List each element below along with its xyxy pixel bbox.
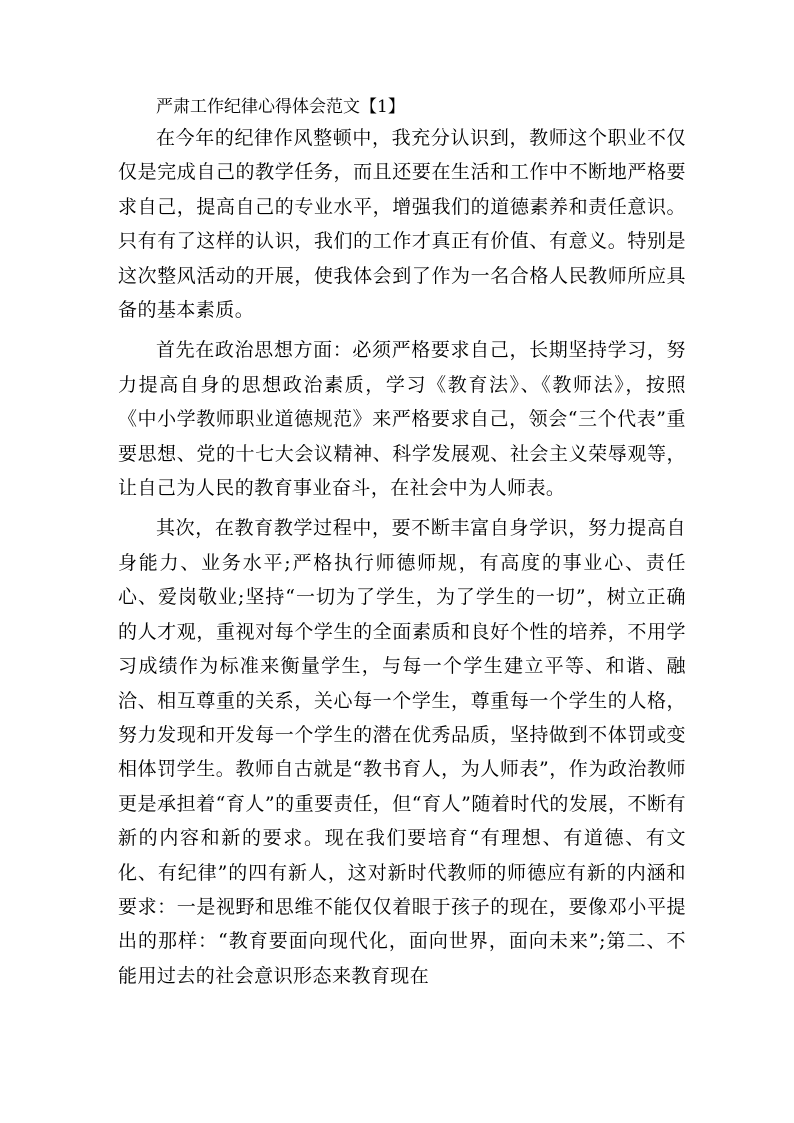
document-body bbox=[118, 93, 686, 999]
paragraph-2: 首先在政治思想方面：必须严格要求自己，长期坚持学习，努力提高自身的思想政治素质，学习《教育法》、《教师法》，按照《中小学教师职业道德规范》来严格要求自己，领会“三个代表”重要思想、党的十七大会议精神、科学发展观、社会主义荣辱观等，让自己为人民的教育事业奋斗，在社会中为人师表。 bbox=[118, 339, 686, 500]
paragraph-3: 其次，在教育教学过程中，要不断丰富自身学识，努力提高自身能力、业务水平;严格执行师德师规，有高度的事业心、责任心、爱岗敬业;坚持“一切为了学生，为了学生的一切”，树立正确的人才观，重视对每个学生的全面素质和良好个性的培养，不用学习成绩作为标准来衡量学生，与每一个学生建立平等、和谐、融洽、相互尊重的关系，关心每一个学生，尊重每一个学生的人格，努力发现和开发每一个学生的潜在优秀品质，坚持做到不体罚或变相体罚学生。教师自古就是“教书育人，为人师表”，作为政治教师更是承担着“育人”的重要责任，但“育人”随着时代的发展，不断有新的内容和新的要求。现在我们要培育“有理想、有道德、有文化、有纪律”的四有新人，这对新时代教师的师德应有新的内涵和要求：一是视野和思维不能仅仅着眼于孩子的现在，要像邓小平提出的那样：“教育要面向现代化，面向世界，面向未来”;第二、不能用过去的社会意识形态来教育现在 bbox=[118, 517, 686, 987]
document-title: 严肃工作纪律心得体会范文【1】 bbox=[156, 97, 405, 117]
paragraph-1: 在今年的纪律作风整顿中，我充分认识到，教师这个职业不仅仅是完成自己的教学任务，而且还要在生活和工作中不断地严格要求自己，提高自己的专业水平，增强我们的道德素养和责任意识。只有有了这样的认识，我们的工作才真正有价值、有意义。特别是这次整风活动的开展，使我体会到了作为一名合格人民教师所应具备的基本素质。 bbox=[118, 127, 686, 322]
